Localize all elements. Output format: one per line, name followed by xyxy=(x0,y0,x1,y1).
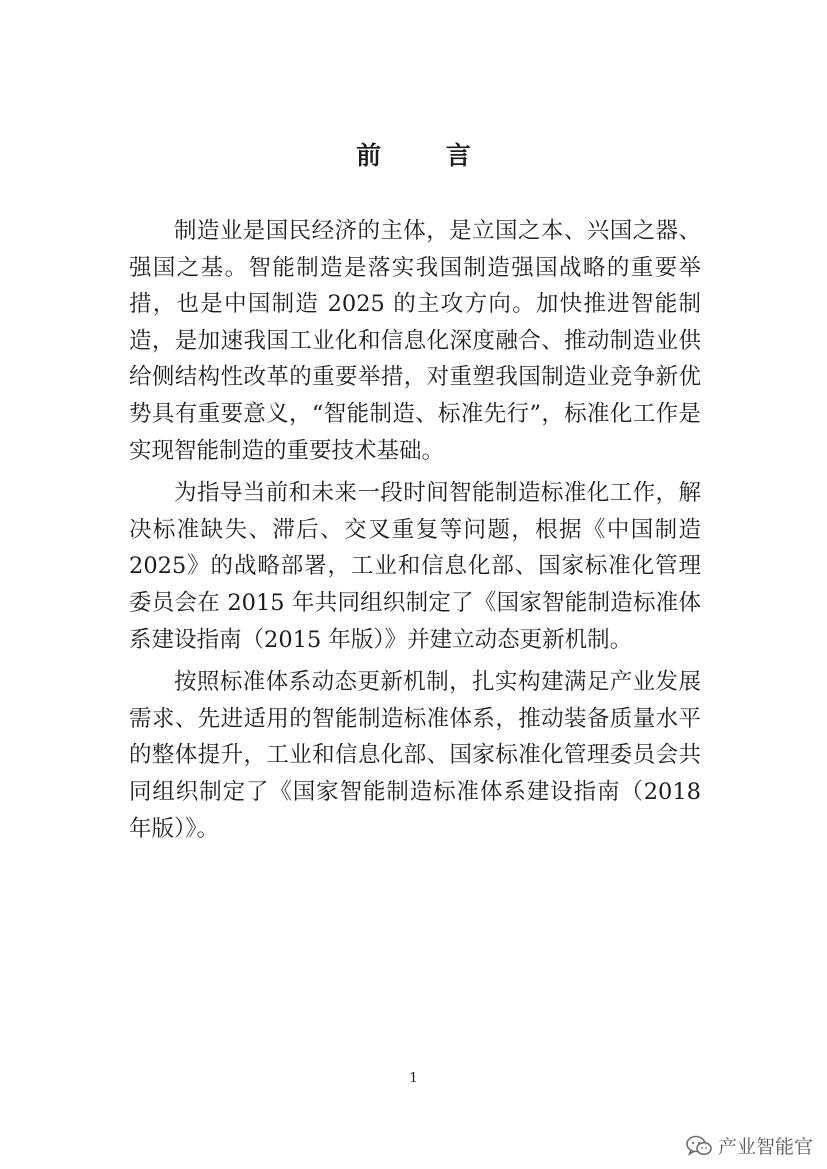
page-number: 1 xyxy=(409,1071,418,1086)
paragraph: 为指导当前和未来一段时间智能制造标准化工作，解决标准缺失、滞后、交叉重复等问题，根据《中国制造 2025》的战略部署，工业和信息化部、国家标准化管理委员会在 2015 年共同组织制定了《国家智能制造标准体系建设指南（2015 年版）》并建立动态更新机制。 xyxy=(129,480,701,653)
wechat-icon xyxy=(686,1135,712,1157)
page-title: 前 言 xyxy=(356,141,499,170)
watermark xyxy=(686,1132,813,1159)
document-body xyxy=(129,213,701,853)
paragraph: 制造业是国民经济的主体，是立国之本、兴国之器、强国之基。智能制造是落实我国制造强国战略的重要举措，也是中国制造 2025 的主攻方向。加快推进智能制造，是加速我国工业化和信息化深度融合、推动制造业供给侧结构性改革的重要举措，对重塑我国制造业竞争新优势具有重要意义，“智能制造、标准先行”，标准化工作是实现智能制造的重要技术基础。 xyxy=(129,218,701,464)
watermark-text: 产业智能官 xyxy=(717,1136,813,1158)
paragraph: 按照标准体系动态更新机制，扎实构建满足产业发展需求、先进适用的智能制造标准体系，推动装备质量水平的整体提升，工业和信息化部、国家标准化管理委员会共同组织制定了《国家智能制造标准体系建设指南（2018 年版）》。 xyxy=(129,669,701,842)
